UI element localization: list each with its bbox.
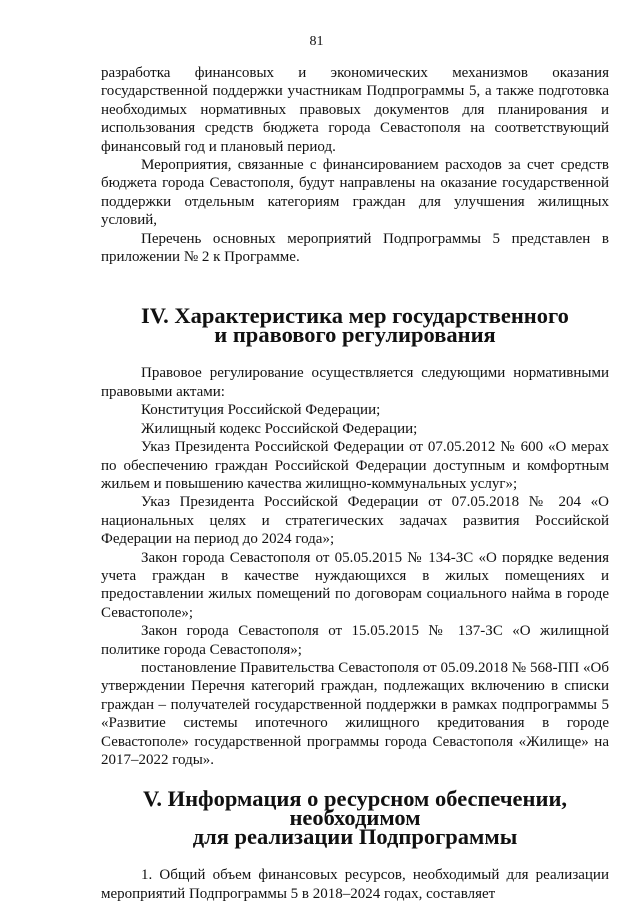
section-heading-line: и правового регулирования — [214, 322, 496, 348]
paragraph: разработка финансовых и экономических механизмов оказания государственной поддержки участникам Подпрограммы 5, а также подготовка необходимых нормативных правовых документов для планирования и использования средств бюджета города Севастополя на соответствующий финансовый год и плановый период. — [101, 65, 609, 155]
paragraph: Жилищный кодекс Российской Федерации; — [141, 420, 418, 437]
paragraph: Закон города Севастополя от 15.05.2015 № 137-ЗС «О жилищной политике города Севастополя»; — [101, 623, 609, 658]
section-heading-4 — [101, 303, 609, 348]
spacer — [101, 344, 609, 364]
paragraph: Мероприятия, связанные с финансированием расходов за счет средств бюджета города Севастополя, будут направлены на оказание государственной поддержки отдельным категориям граждан для улучшения жилищных условий, — [101, 157, 609, 229]
paragraph: 1. Общий объем финансовых ресурсов, необходимый для реализации мероприятий Подпрограммы 5 в 2018–2024 годах, составляет — [101, 867, 609, 902]
paragraph: Указ Президента Российской Федерации от 07.05.2018 № 204 «О национальных целях и стратегических задачах развития Российской Федерации на период до 2024 года»; — [101, 494, 609, 548]
paragraph: Указ Президента Российской Федерации от 07.05.2012 № 600 «О мерах по обеспечению граждан Российской Федерации доступным и комфортным жильем и повышению качества жилищно-коммунальных услуг»; — [101, 439, 609, 492]
spacer — [101, 846, 609, 866]
page-number: 81 — [309, 34, 324, 49]
paragraph: постановление Правительства Севастополя от 05.09.2018 № 568-ПП «Об утверждении Перечня категорий граждан, подлежащих включению в списки граждан – получателей государственной поддержки в рамках подпрограммы 5 «Развитие системы ипотечного жилищного кредитования в городе Севастополе» государственной программы города Севастополя «Жилище» на 2017–2022 годы». — [101, 659, 609, 768]
paragraph: Конституция Российской Федерации; — [141, 402, 381, 419]
section-heading-line: для реализации Подпрограммы — [192, 824, 518, 850]
paragraph: Правовое регулирование осуществляется следующими нормативными правовыми актами: — [101, 365, 609, 400]
paragraph: Перечень основных мероприятий Подпрограммы 5 представлен в приложении № 2 к Программе. — [101, 230, 609, 266]
spacer — [101, 266, 609, 306]
section-heading-line: IV. Характеристика мер государственного — [141, 303, 569, 329]
document-body — [101, 64, 609, 903]
section-heading-line: V. Информация о ресурсном обеспечении, необходимом — [142, 786, 568, 831]
paragraph: Закон города Севастополя от 05.05.2015 № 134-ЗС «О порядке ведения учета граждан в качестве нуждающихся в жилых помещениях и предоставлении жилых помещений по договорам социального найма в городе Севастополе»; — [101, 549, 609, 621]
section-heading-5 — [101, 786, 609, 850]
